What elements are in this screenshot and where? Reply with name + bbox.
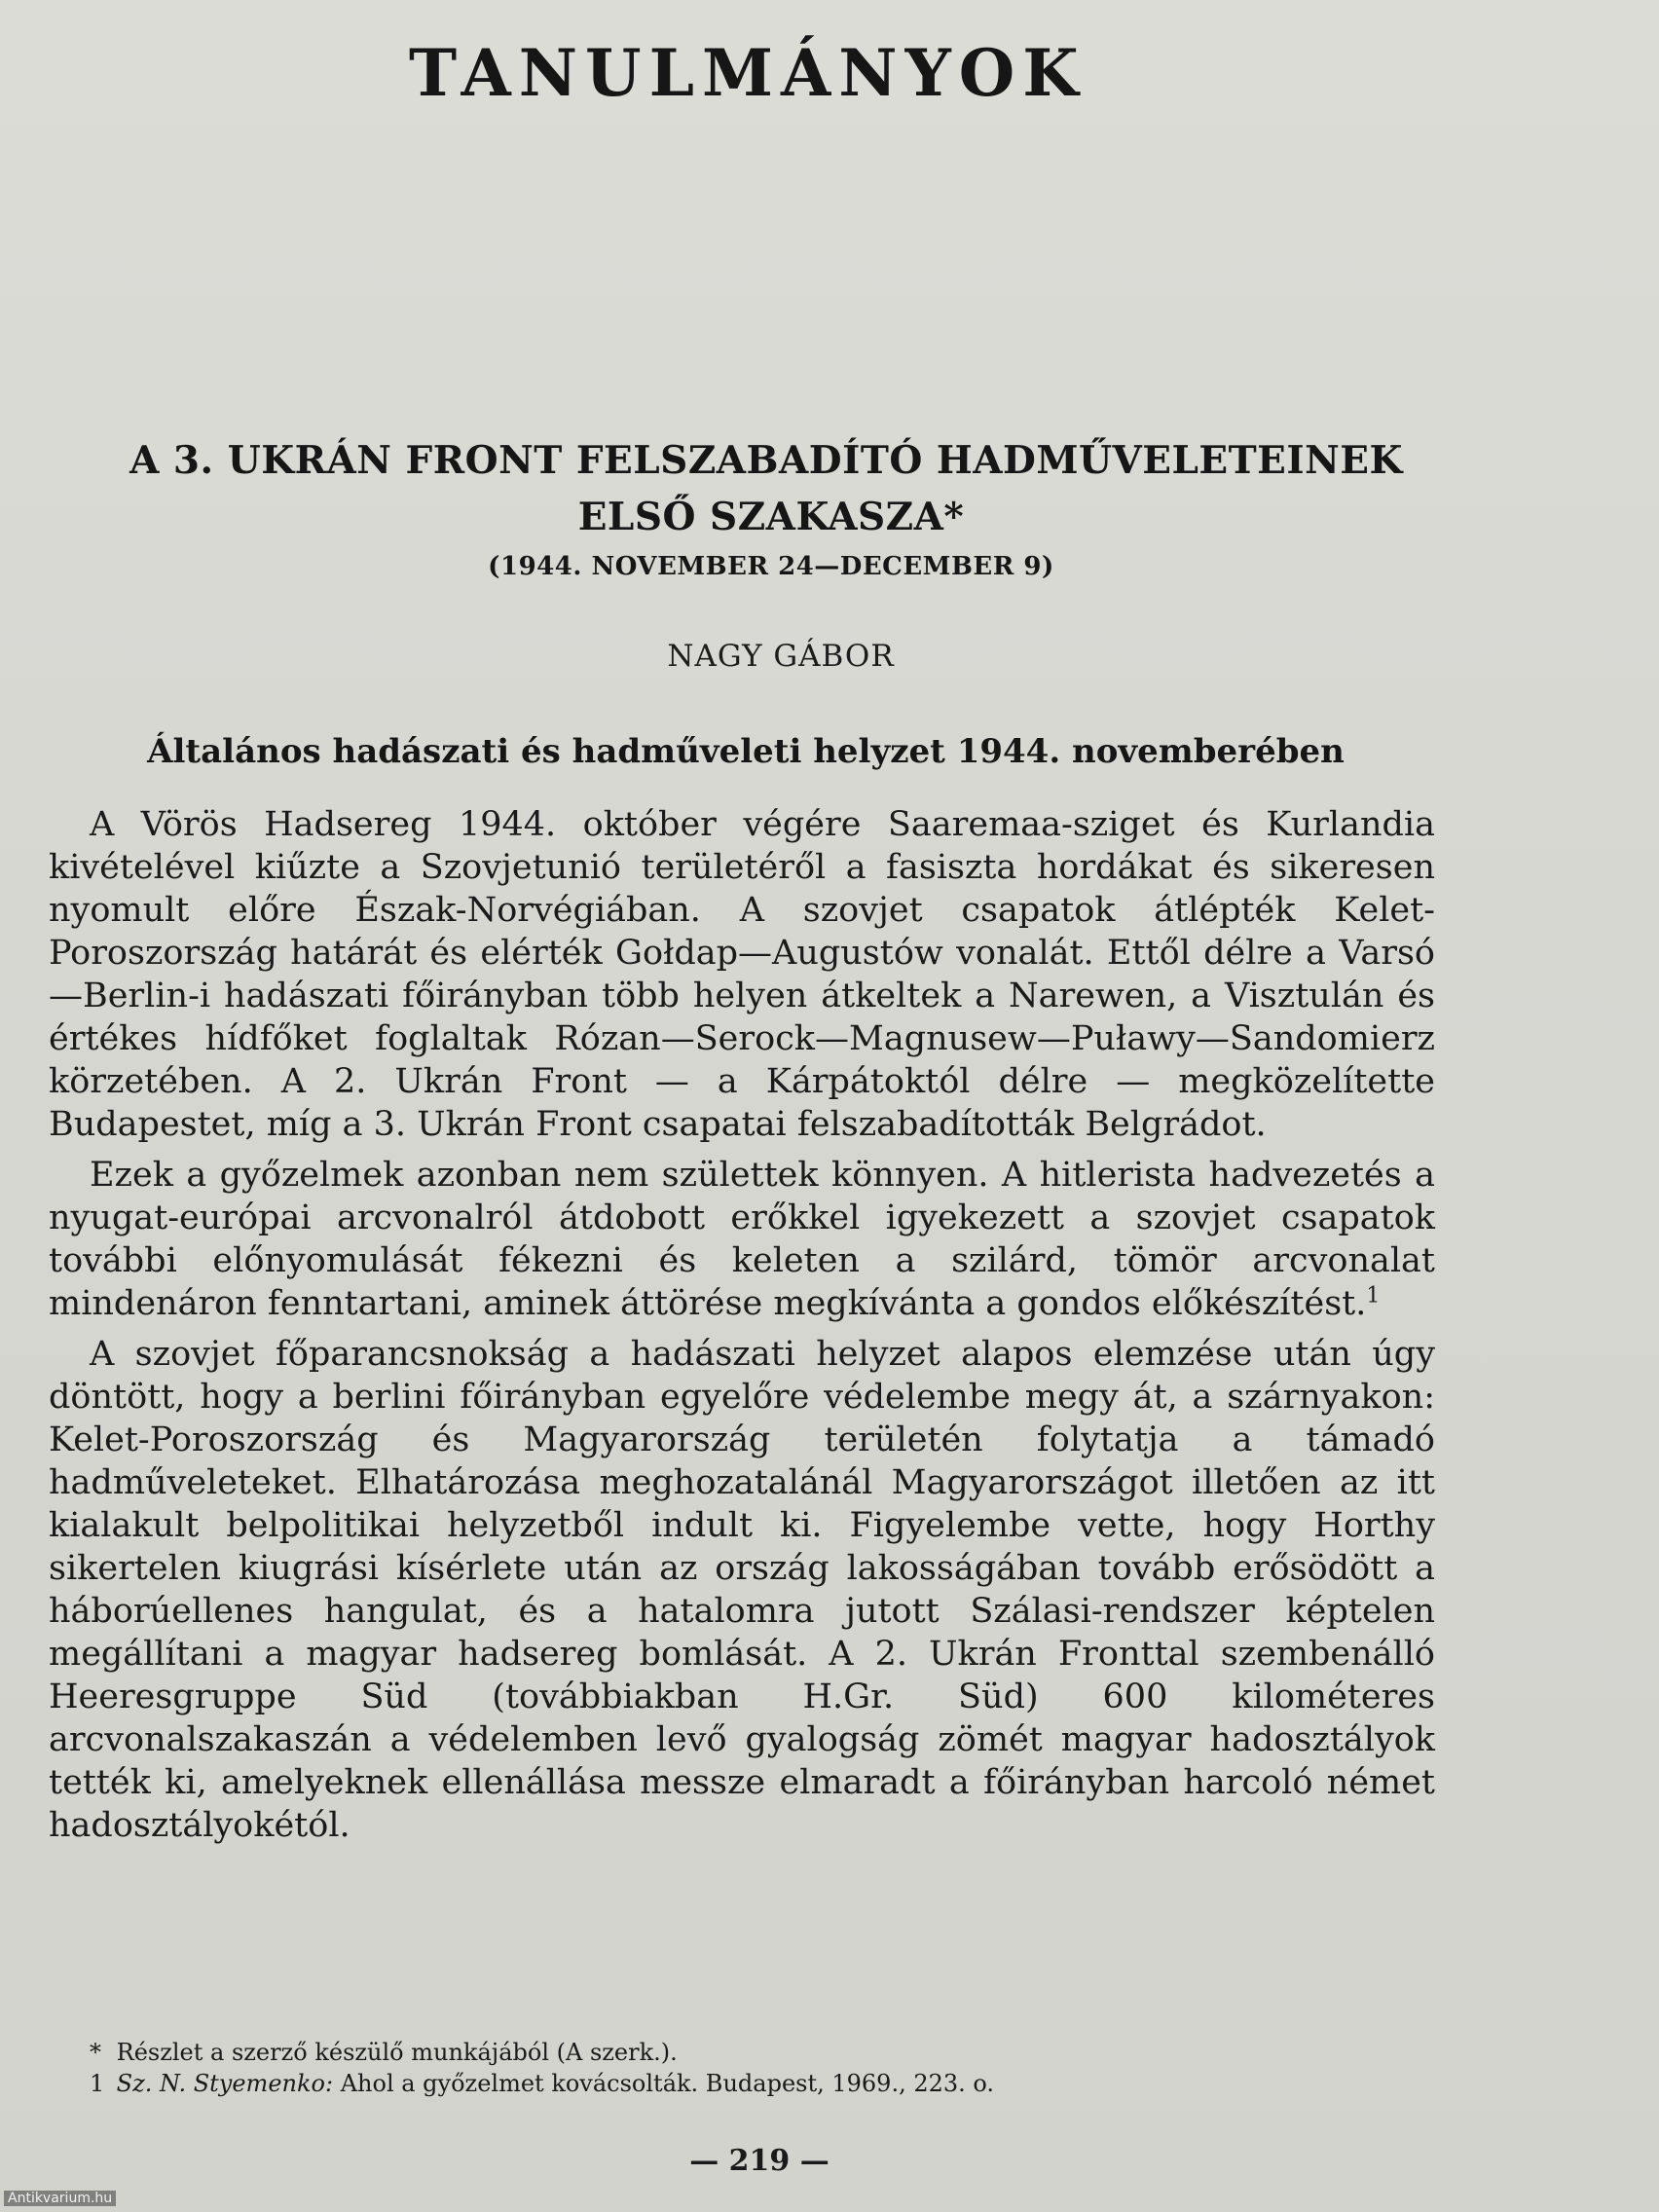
footnote-cited-author: Sz. N. Styemenko: <box>116 2070 334 2097</box>
watermark: Antikvarium.hu <box>4 2191 116 2206</box>
paragraph-1 <box>49 803 1435 1146</box>
article-body <box>49 803 1435 1855</box>
footnote-text: Ahol a győzelmet kovácsolták. Budapest, 1969., 223. o. <box>340 2070 995 2097</box>
footnote-1 <box>90 2068 1433 2099</box>
article-author: NAGY GÁBOR <box>667 639 895 674</box>
footnote-mark: * <box>90 2039 101 2066</box>
footnote-asterisk <box>90 2037 1433 2068</box>
paragraph-3 <box>49 1333 1435 1847</box>
paragraph-1-text: A Vörös Hadsereg 1944. október végére Saaremaa-sziget és Kurlandia kivételével kiűzte a Szovjetunió területéről a fasiszta hordákat és sikeresen nyomult előre Észak-Norvégiában. A szovjet csapatok átlépték Kelet-Poroszország határát és elérték Gołdap—Augustów vonalát. Ettől délre a Varsó—Berlin-i hadászati főirányban több helyen átkeltek a Narewen, a Visztulán és értékes hídfőket foglaltak Rózan—Serock—Magnusew—Puławy—Sandomierz körzetében. A 2. Ukrán Front — a Kárpátoktól délre — megközelítette Budapestet, míg a 3. Ukrán Front csapatai felszabadították Belgrádot. <box>49 805 1435 1144</box>
section-subheading: Általános hadászati és hadműveleti helyzet 1944. novemberében <box>147 732 1345 771</box>
footnotes <box>90 2037 1433 2099</box>
paragraph-2-text: Ezek a győzelmek azonban nem születtek könnyen. A hitlerista hadvezetés a nyugat-európai arcvonalról átdobott erőkkel igyekezett a szovjet csapatok további előnyomulását fékezni és keleten a szilárd, tömör arcvonalat mindenáron fenntartani, aminek áttörése megkívánta a gondos előkészítést. <box>49 1156 1435 1323</box>
footnote-text: Részlet a szerző készülő munkájából (A szerk.). <box>116 2039 678 2066</box>
article-title-line-2: ELSŐ SZAKASZA* <box>577 495 965 539</box>
footnote-mark: 1 <box>90 2070 105 2097</box>
article-date-range: (1944. NOVEMBER 24—DECEMBER 9) <box>488 552 1054 581</box>
section-title: TANULMÁNYOK <box>409 35 1087 111</box>
footnote-reference-1: 1 <box>1366 1283 1381 1309</box>
page-number: — 219 — <box>689 2144 830 2178</box>
article-title-line-1: A 3. UKRÁN FRONT FELSZABADÍTÓ HADMŰVELETEINEK <box>129 438 1403 483</box>
paragraph-2 <box>49 1154 1435 1325</box>
paragraph-3-text: A szovjet főparancsnokság a hadászati helyzet alapos elemzése után úgy döntött, hogy a berlini főirányban egyelőre védelembe megy át, a szárnyakon: Kelet-Poroszország és Magyarország területén folytatja a támadó hadműveleteket. Elhatározása meghozatalánál Magyarországot illetően az itt kialakult belpolitikai helyzetből indult ki. Figyelembe vette, hogy Horthy sikertelen kiugrási kísérlete után az ország lakosságában tovább erősödött a háborúellenes hangulat, és a hatalomra jutott Szálasi-rendszer képtelen megállítani a magyar hadsereg bomlását. A 2. Ukrán Fronttal szembenálló Heeresgruppe Süd (továbbiakban H.Gr. Süd) 600 kilométeres arcvonalszakaszán a védelemben levő gyalogság zömét magyar hadosztályok tették ki, amelyeknek ellenállása messze elmaradt a főirányban harcoló német hadosztályokétól. <box>49 1335 1435 1845</box>
